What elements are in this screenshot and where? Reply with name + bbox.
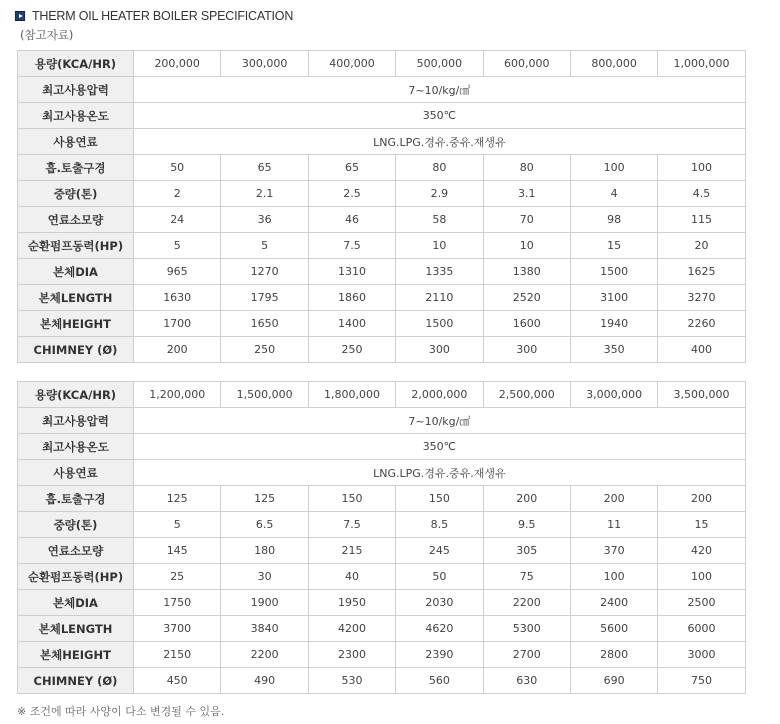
merged-cell: LNG.LPG.경유.중유.재생유: [134, 129, 746, 155]
table-cell: 300: [396, 337, 483, 363]
table-cell: 98: [570, 207, 657, 233]
table-cell: 2400: [570, 590, 657, 616]
table-cell: 125: [134, 486, 221, 512]
table-cell: 200: [483, 486, 570, 512]
table-row: [18, 233, 746, 259]
row-label: 연료소모량: [18, 207, 134, 233]
page-subtitle: (참고자료): [20, 28, 74, 42]
row-label: 사용연료: [18, 129, 134, 155]
table-cell: 150: [308, 486, 395, 512]
table-row: [18, 181, 746, 207]
table-cell: 80: [483, 155, 570, 181]
table-cell: 9.5: [483, 512, 570, 538]
table-cell: 1630: [134, 285, 221, 311]
table-cell: 400: [658, 337, 745, 363]
row-label: 본체DIA: [18, 590, 134, 616]
table-cell: 1270: [221, 259, 308, 285]
table-cell: 300: [483, 337, 570, 363]
row-label: 최고사용온도: [18, 434, 134, 460]
table-cell: 2260: [658, 311, 745, 337]
table-cell: 1335: [396, 259, 483, 285]
table-cell: 305: [483, 538, 570, 564]
row-label: CHIMNEY (Ø): [18, 668, 134, 694]
row-label: CHIMNEY (Ø): [18, 337, 134, 363]
table-cell: 3100: [570, 285, 657, 311]
table-cell: 250: [308, 337, 395, 363]
table-cell: 1860: [308, 285, 395, 311]
table-cell: 1600: [483, 311, 570, 337]
table-cell: 1950: [308, 590, 395, 616]
merged-cell: 350℃: [134, 434, 746, 460]
table-cell: 1500: [396, 311, 483, 337]
table-cell: 1500: [570, 259, 657, 285]
table-cell: 180: [221, 538, 308, 564]
row-label: 중량(톤): [18, 512, 134, 538]
table-cell: 75: [483, 564, 570, 590]
table-cell: 2150: [134, 642, 221, 668]
table-cell: 24: [134, 207, 221, 233]
table-cell: 2700: [483, 642, 570, 668]
table-cell: 245: [396, 538, 483, 564]
row-label: 본체HEIGHT: [18, 311, 134, 337]
table-cell: 70: [483, 207, 570, 233]
table-cell: 2390: [396, 642, 483, 668]
table-cell: 7.5: [308, 233, 395, 259]
table-cell: 3.1: [483, 181, 570, 207]
table-cell: 2200: [221, 642, 308, 668]
table-cell: 100: [658, 155, 745, 181]
table-row: [18, 129, 746, 155]
table-cell: 2,500,000: [483, 382, 570, 408]
table-cell: 3270: [658, 285, 745, 311]
table-cell: 1650: [221, 311, 308, 337]
table-cell: 4.5: [658, 181, 745, 207]
spec-table-2: [17, 381, 746, 694]
table-cell: 80: [396, 155, 483, 181]
table-row: [18, 590, 746, 616]
table-cell: 1,200,000: [134, 382, 221, 408]
table-cell: 58: [396, 207, 483, 233]
table-cell: 3840: [221, 616, 308, 642]
table-cell: 750: [658, 668, 745, 694]
row-label: 흡.토출구경: [18, 486, 134, 512]
row-label: 본체HEIGHT: [18, 642, 134, 668]
table-cell: 2800: [570, 642, 657, 668]
table-cell: 3700: [134, 616, 221, 642]
row-label: 중량(톤): [18, 181, 134, 207]
table-cell: 2: [134, 181, 221, 207]
table-cell: 530: [308, 668, 395, 694]
table-cell: 4200: [308, 616, 395, 642]
table-cell: 10: [396, 233, 483, 259]
table-cell: 115: [658, 207, 745, 233]
table-row: [18, 103, 746, 129]
table-cell: 3,000,000: [570, 382, 657, 408]
table-cell: 1940: [570, 311, 657, 337]
table-cell: 200,000: [134, 51, 221, 77]
row-label: 용량(KCA/HR): [18, 51, 134, 77]
row-label: 순환펌프동력(HP): [18, 233, 134, 259]
table-cell: 2.1: [221, 181, 308, 207]
row-label: 용량(KCA/HR): [18, 382, 134, 408]
row-label: 본체LENGTH: [18, 616, 134, 642]
table-cell: 3,500,000: [658, 382, 745, 408]
table-cell: 150: [396, 486, 483, 512]
table-cell: 65: [221, 155, 308, 181]
table-cell: 1700: [134, 311, 221, 337]
row-label: 연료소모량: [18, 538, 134, 564]
page-title: THERM OIL HEATER BOILER SPECIFICATION: [32, 9, 294, 23]
table-cell: 8.5: [396, 512, 483, 538]
table-cell: 11: [570, 512, 657, 538]
table-cell: 200: [658, 486, 745, 512]
table-cell: 450: [134, 668, 221, 694]
table-cell: 125: [221, 486, 308, 512]
table-cell: 1,500,000: [221, 382, 308, 408]
table-cell: 5: [134, 233, 221, 259]
table-cell: 6.5: [221, 512, 308, 538]
table-cell: 25: [134, 564, 221, 590]
table-cell: 2110: [396, 285, 483, 311]
row-label: 최고사용압력: [18, 77, 134, 103]
bullet-arrow-icon: [15, 11, 25, 21]
table-row: [18, 486, 746, 512]
table-cell: 100: [570, 155, 657, 181]
table-cell: 145: [134, 538, 221, 564]
table-cell: 350: [570, 337, 657, 363]
table-row: [18, 512, 746, 538]
table-cell: 36: [221, 207, 308, 233]
table-row: [18, 382, 746, 408]
page-header: [15, 8, 293, 24]
table-cell: 630: [483, 668, 570, 694]
table-row: [18, 668, 746, 694]
merged-cell: 7~10/kg/㎠: [134, 408, 746, 434]
table-cell: 15: [570, 233, 657, 259]
table-cell: 690: [570, 668, 657, 694]
table-cell: 50: [134, 155, 221, 181]
row-label: 최고사용압력: [18, 408, 134, 434]
table-cell: 2200: [483, 590, 570, 616]
row-label: 순환펌프동력(HP): [18, 564, 134, 590]
table-cell: 15: [658, 512, 745, 538]
row-label: 사용연료: [18, 460, 134, 486]
table-cell: 215: [308, 538, 395, 564]
table-row: [18, 434, 746, 460]
table-cell: 2.9: [396, 181, 483, 207]
table-cell: 65: [308, 155, 395, 181]
table-cell: 5600: [570, 616, 657, 642]
merged-cell: LNG.LPG.경유.중유.재생유: [134, 460, 746, 486]
table-cell: 1795: [221, 285, 308, 311]
table-cell: 965: [134, 259, 221, 285]
table-cell: 300,000: [221, 51, 308, 77]
merged-cell: 350℃: [134, 103, 746, 129]
table-cell: 560: [396, 668, 483, 694]
table-cell: 1380: [483, 259, 570, 285]
table-cell: 6000: [658, 616, 745, 642]
table-cell: 40: [308, 564, 395, 590]
table-cell: 370: [570, 538, 657, 564]
table-cell: 2520: [483, 285, 570, 311]
table-row: [18, 337, 746, 363]
row-label: 본체DIA: [18, 259, 134, 285]
table-row: [18, 77, 746, 103]
table-cell: 5: [134, 512, 221, 538]
row-label: 흡.토출구경: [18, 155, 134, 181]
table-cell: 2500: [658, 590, 745, 616]
table-cell: 250: [221, 337, 308, 363]
table-row: [18, 285, 746, 311]
table-cell: 50: [396, 564, 483, 590]
table-cell: 1625: [658, 259, 745, 285]
table-cell: 2,000,000: [396, 382, 483, 408]
table-cell: 4620: [396, 616, 483, 642]
table-cell: 10: [483, 233, 570, 259]
table-cell: 1,000,000: [658, 51, 745, 77]
table-cell: 7.5: [308, 512, 395, 538]
table-cell: 420: [658, 538, 745, 564]
table-cell: 200: [570, 486, 657, 512]
table-cell: 100: [658, 564, 745, 590]
table-cell: 5: [221, 233, 308, 259]
table-cell: 30: [221, 564, 308, 590]
table-cell: 400,000: [308, 51, 395, 77]
row-label: 최고사용온도: [18, 103, 134, 129]
table-cell: 2.5: [308, 181, 395, 207]
table-cell: 800,000: [570, 51, 657, 77]
table-cell: 600,000: [483, 51, 570, 77]
table-row: [18, 51, 746, 77]
table-cell: 490: [221, 668, 308, 694]
table-row: [18, 207, 746, 233]
table-row: [18, 642, 746, 668]
table-row: [18, 564, 746, 590]
table-cell: 1310: [308, 259, 395, 285]
table-row: [18, 155, 746, 181]
table-cell: 3000: [658, 642, 745, 668]
table-cell: 2030: [396, 590, 483, 616]
table-row: [18, 460, 746, 486]
table-cell: 5300: [483, 616, 570, 642]
table-cell: 100: [570, 564, 657, 590]
table-cell: 1,800,000: [308, 382, 395, 408]
table-row: [18, 408, 746, 434]
table-cell: 500,000: [396, 51, 483, 77]
table-cell: 46: [308, 207, 395, 233]
table-cell: 4: [570, 181, 657, 207]
table-row: [18, 538, 746, 564]
table-cell: 1900: [221, 590, 308, 616]
spec-table-1: [17, 50, 746, 363]
table-cell: 1750: [134, 590, 221, 616]
table-cell: 1400: [308, 311, 395, 337]
table-cell: 200: [134, 337, 221, 363]
table-row: [18, 311, 746, 337]
table-row: [18, 259, 746, 285]
table-cell: 2300: [308, 642, 395, 668]
row-label: 본체LENGTH: [18, 285, 134, 311]
table-cell: 20: [658, 233, 745, 259]
footnote: ※ 조건에 따라 사양이 다소 변경될 수 있음.: [17, 705, 225, 718]
merged-cell: 7~10/kg/㎠: [134, 77, 746, 103]
table-row: [18, 616, 746, 642]
